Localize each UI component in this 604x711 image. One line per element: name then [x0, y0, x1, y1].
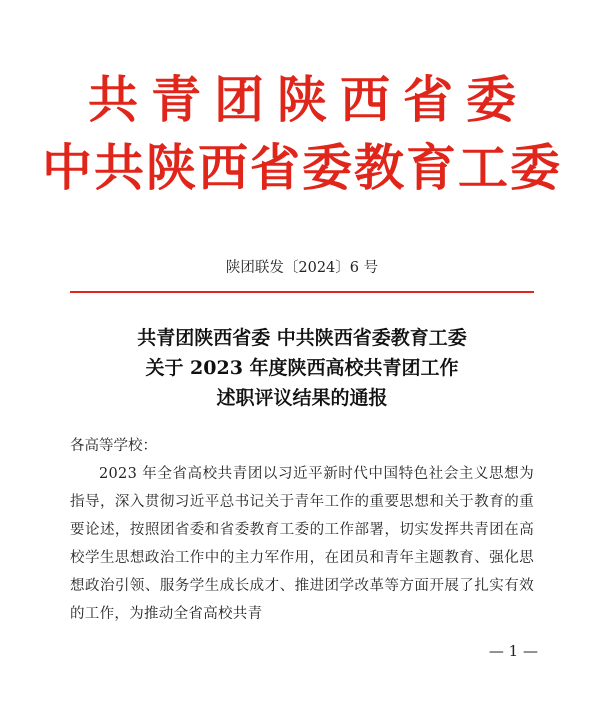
title-line-2: 关于 2023 年度陕西高校共青团工作 [145, 357, 459, 379]
document-title [0, 323, 604, 413]
issuer-name-youth-league: 共青团陕西省委 [88, 71, 529, 129]
salutation: 各高等学校： [70, 438, 157, 454]
title-line-3: 述职评议结果的通报 [216, 387, 388, 409]
issuer-name-education-committee: 中共陕西省委教育工委 [42, 139, 562, 197]
body-paragraph: 2023 年全省高校共青团以习近平新时代中国特色社会主义思想为指导，深入贯彻习近平总书记关于青年工作的重要思想和关于教育的重要论述，按照团省委和省委教育工委的工作部署，切实发挥共青团在高校学生思想政治工作中的主力军作用，在团员和青年主题教育、强化思想政治引领、服务学生成长成才、推进团学改革等方面开展了扎实有效的工作，为推动全省高校共青 [70, 466, 534, 622]
red-separator-line [70, 291, 534, 293]
document-body [70, 432, 534, 628]
document-number: 陕团联发〔2024〕6 号 [225, 260, 379, 276]
page-number: — 1 — [488, 642, 538, 660]
title-line-1: 共青团陕西省委 中共陕西省委教育工委 [137, 327, 467, 349]
